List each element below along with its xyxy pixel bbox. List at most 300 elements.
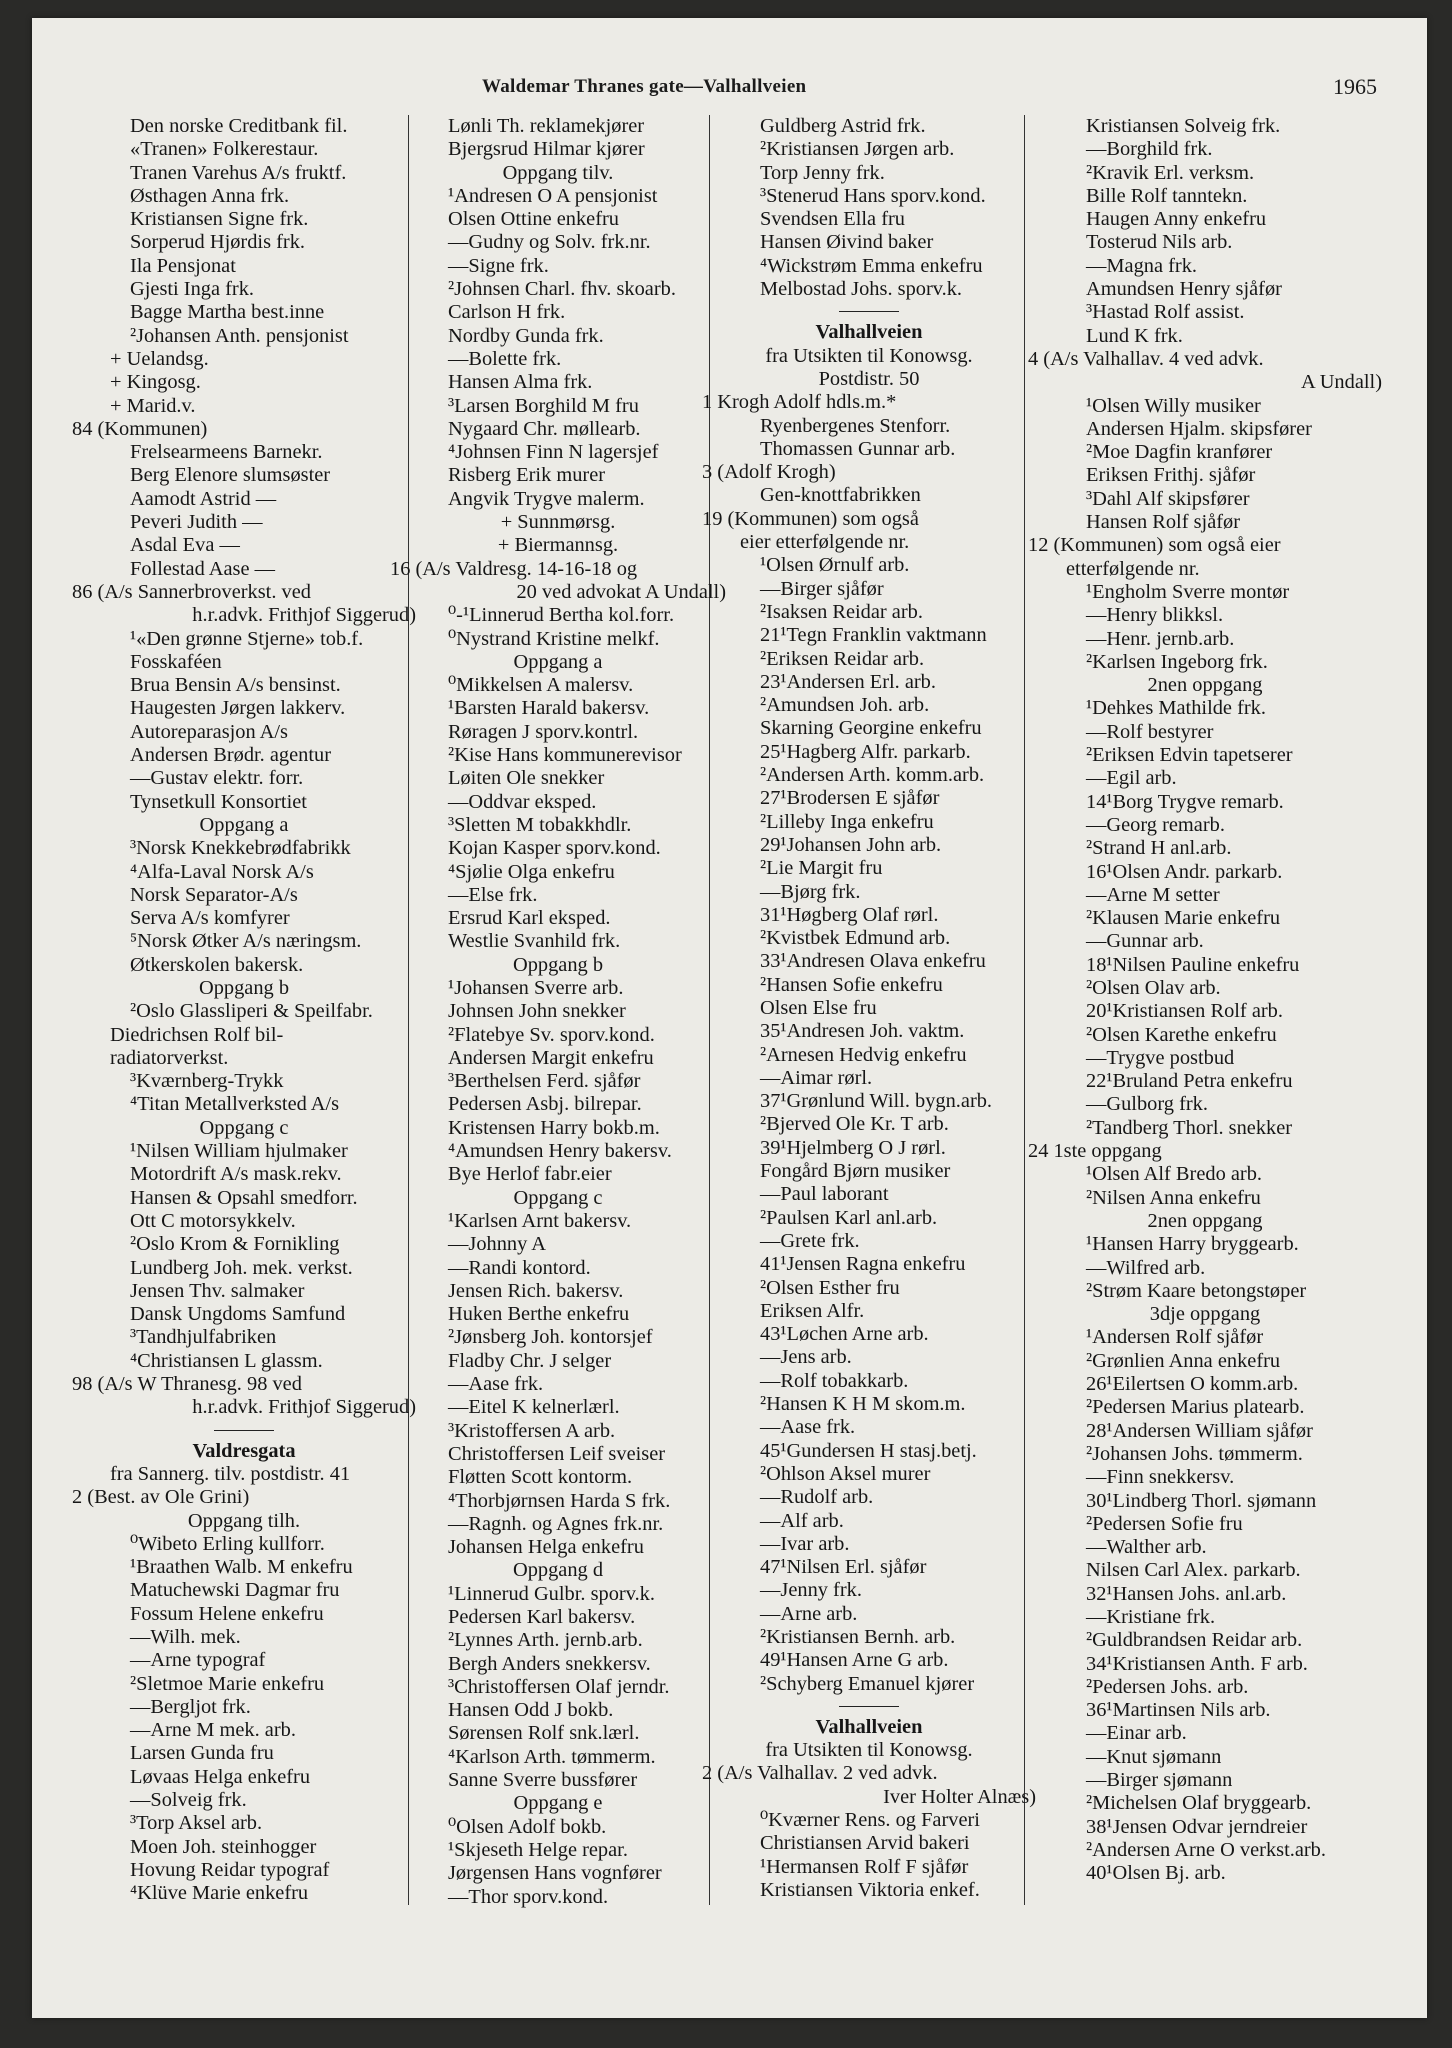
directory-entry: Westlie Svanhild frk. bbox=[448, 930, 621, 953]
directory-entry: ¹Nilsen William hjulmaker bbox=[130, 1140, 348, 1163]
directory-entry: Pedersen Asbj. bilrepar. bbox=[448, 1093, 642, 1116]
directory-entry: Valdresgata bbox=[192, 1439, 296, 1462]
directory-entry: etterfølgende nr. bbox=[1066, 557, 1200, 580]
directory-entry: ²Oslo Glassliperi & Speilfabr. bbox=[130, 1000, 373, 1023]
directory-entry: Risberg Erik murer bbox=[448, 464, 606, 487]
directory-entry: —Arne M setter bbox=[1086, 883, 1220, 906]
directory-entry: Oppgang c bbox=[199, 1116, 289, 1139]
directory-entry: 2 (Best. av Ole Grini) bbox=[72, 1486, 250, 1509]
directory-entry: 33¹Andresen Olava enkefru bbox=[760, 950, 986, 973]
directory-entry: 20 ved advokat A Undall) bbox=[516, 580, 726, 603]
directory-entry: Matuchewski Dagmar fru bbox=[130, 1579, 340, 1602]
directory-entry: ³Torp Aksel arb. bbox=[130, 1812, 263, 1835]
directory-entry: 31¹Høgberg Olaf rørl. bbox=[760, 903, 939, 926]
directory-entry: —Gudny og Solv. frk.nr. bbox=[448, 231, 651, 254]
directory-entry: 23¹Andersen Erl. arb. bbox=[760, 670, 936, 693]
directory-entry: ²Johansen Johs. tømmerm. bbox=[1086, 1442, 1303, 1465]
directory-entry: —Gustav elektr. forr. bbox=[130, 767, 304, 790]
page-number: 1965 bbox=[1333, 74, 1377, 99]
directory-entry: —Randi kontord. bbox=[448, 1256, 591, 1279]
directory-entry: —Birger sjømann bbox=[1086, 1769, 1233, 1792]
directory-entry: Fongård Bjørn musiker bbox=[760, 1160, 951, 1183]
directory-entry: Sorperud Hjørdis frk. bbox=[130, 231, 305, 254]
directory-entry: Fossum Helene enkefru bbox=[130, 1602, 324, 1625]
directory-entry: —Arne M mek. arb. bbox=[130, 1719, 296, 1742]
directory-entry: Peveri Judith — bbox=[130, 511, 263, 534]
directory-entry: Huken Berthe enkefru bbox=[448, 1303, 630, 1326]
directory-entry: Asdal Eva — bbox=[130, 534, 240, 557]
directory-entry: —Alf arb. bbox=[760, 1509, 844, 1532]
directory-entry: —Egil arb. bbox=[1086, 767, 1177, 790]
directory-entry: 38¹Jensen Odvar jerndreier bbox=[1086, 1815, 1308, 1838]
directory-entry: ²Bjerved Ole Kr. T arb. bbox=[760, 1113, 949, 1136]
directory-entry: ²Kristiansen Bernh. arb. bbox=[760, 1626, 956, 1648]
directory-entry: Guldberg Astrid frk. bbox=[760, 115, 926, 137]
directory-entry: ²Guldbrandsen Reidar arb. bbox=[1086, 1629, 1303, 1652]
directory-entry: ⁴Christiansen L glassm. bbox=[130, 1349, 323, 1372]
directory-entry: ²Kristiansen Jørgen arb. bbox=[760, 138, 955, 161]
directory-entry: —Bolette frk. bbox=[448, 347, 562, 370]
directory-entry: ³Sletten M tobakkhdlr. bbox=[448, 813, 632, 836]
directory-entry: ³Christoffersen Olaf jerndr. bbox=[448, 1675, 670, 1698]
directory-entry: —Bjørg frk. bbox=[760, 880, 861, 903]
directory-entry: —Ragnh. og Agnes frk.nr. bbox=[448, 1512, 664, 1535]
directory-entry: ²Jønsberg Joh. kontorsjef bbox=[448, 1326, 653, 1349]
directory-entry: ³Norsk Knekkebrødfabrikk bbox=[130, 837, 351, 860]
directory-entry: ¹«Den grønne Stjerne» tob.f. bbox=[130, 627, 364, 650]
directory-entry: Kristiansen Signe frk. bbox=[130, 208, 309, 231]
directory-entry: ²Olsen Esther fru bbox=[760, 1276, 900, 1299]
directory-entry: ²Kvistbek Edmund arb. bbox=[760, 927, 951, 950]
directory-entry: Postdistr. 50 bbox=[818, 367, 920, 390]
directory-entry: Aamodt Astrid — bbox=[130, 487, 277, 510]
directory-entry: ²Moe Dagfin kranfører bbox=[1086, 441, 1273, 464]
directory-entry: Valhallveien bbox=[815, 1715, 923, 1738]
directory-entry: Carlson H frk. bbox=[448, 301, 566, 324]
directory-entry: ¹Hansen Harry bryggearb. bbox=[1086, 1233, 1299, 1256]
directory-entry: Oppgang a bbox=[199, 813, 289, 836]
directory-entry: ³Kværnberg-Trykk bbox=[130, 1070, 284, 1093]
directory-entry: ¹Johansen Sverre arb. bbox=[448, 976, 624, 999]
directory-entry: —Aase frk. bbox=[448, 1373, 544, 1396]
directory-entry: ²Lynnes Arth. jernb.arb. bbox=[448, 1629, 643, 1652]
directory-entry: Nygaard Chr. møllearb. bbox=[448, 417, 641, 440]
directory-entry: Frelsearmeens Barnekr. bbox=[130, 441, 323, 464]
directory-entry: Oppgang b bbox=[512, 953, 604, 976]
directory-entry: ²Olsen Karethe enkefru bbox=[1086, 1023, 1277, 1046]
directory-entry: Hovung Reidar typograf bbox=[130, 1858, 330, 1881]
directory-entry: —Gunnar arb. bbox=[1086, 930, 1204, 953]
directory-entry: Bagge Martha best.inne bbox=[130, 301, 325, 324]
directory-entry: Christiansen Arvid bakeri bbox=[760, 1832, 970, 1855]
directory-entry: 37¹Grønlund Will. bygn.arb. bbox=[760, 1090, 993, 1113]
directory-entry: Thomassen Gunnar arb. bbox=[760, 437, 956, 460]
directory-entry: ²Karlsen Ingeborg frk. bbox=[1086, 650, 1268, 673]
directory-entry: Norsk Separator-A/s bbox=[130, 883, 298, 906]
directory-entry: ²Hansen Sofie enkefru bbox=[760, 973, 943, 996]
directory-entry: Gen-knottfabrikken bbox=[760, 484, 921, 507]
directory-entry: ²Sletmoe Marie enkefru bbox=[130, 1672, 325, 1695]
directory-entry: ¹Skjeseth Helge repar. bbox=[448, 1838, 628, 1861]
directory-entry: ⁴Sjølie Olga enkefru bbox=[448, 860, 615, 883]
directory-entry: ⁴Johnsen Finn N lagersjef bbox=[448, 441, 659, 464]
directory-entry: —Aimar rørl. bbox=[760, 1066, 873, 1089]
directory-entry: Haugen Anny enkefru bbox=[1086, 208, 1267, 231]
directory-entry: ²Strøm Kaare betongstøper bbox=[1086, 1279, 1307, 1302]
directory-entry: —Ivar arb. bbox=[760, 1532, 850, 1555]
directory-entry: ¹Barsten Harald bakersv. bbox=[448, 697, 650, 720]
directory-entry: —Jenny frk. bbox=[760, 1579, 862, 1602]
directory-entry: ²Kise Hans kommunerevisor bbox=[448, 744, 682, 767]
directory-entry: ⁰Olsen Adolf bokb. bbox=[448, 1815, 607, 1838]
directory-entry: ¹Dehkes Mathilde frk. bbox=[1086, 697, 1266, 720]
directory-entry: —Walther arb. bbox=[1086, 1536, 1207, 1559]
directory-entry: ⁴Klüve Marie enkefru bbox=[130, 1882, 309, 1905]
directory-entry: ²Johnsen Charl. fhv. skoarb. bbox=[448, 278, 676, 301]
directory-entry: Ryenbergenes Stenforr. bbox=[760, 414, 951, 437]
directory-entry: —Rudolf arb. bbox=[760, 1486, 874, 1509]
directory-entry: ²Michelsen Olaf bryggearb. bbox=[1086, 1792, 1312, 1815]
directory-entry: ⁵Norsk Øtker A/s næringsm. bbox=[130, 930, 362, 953]
page-header bbox=[32, 76, 1427, 108]
directory-entry: Johnsen John snekker bbox=[448, 1000, 626, 1023]
directory-entry: Tranen Varehus A/s fruktf. bbox=[130, 161, 347, 184]
directory-column-1 bbox=[72, 115, 416, 1906]
directory-entry: ²Isaksen Reidar arb. bbox=[760, 600, 923, 623]
directory-entry: Østhagen Anna frk. bbox=[130, 184, 290, 207]
directory-entry: Svendsen Ella fru bbox=[760, 208, 905, 231]
directory-entry: ¹Olsen Willy musiker bbox=[1086, 394, 1261, 417]
directory-entry: + Uelandsg. bbox=[110, 347, 209, 370]
directory-entry: 3dje oppgang bbox=[1149, 1303, 1261, 1326]
directory-entry: Pedersen Karl bakersv. bbox=[448, 1606, 636, 1628]
directory-entry: Angvik Trygve malerm. bbox=[448, 487, 645, 510]
directory-entry: —Grete frk. bbox=[760, 1229, 860, 1252]
directory-entry: ²Arnesen Hedvig enkefru bbox=[760, 1043, 967, 1066]
directory-entry: Iver Holter Alnæs) bbox=[883, 1785, 1036, 1808]
directory-entry: —Arne arb. bbox=[760, 1602, 858, 1625]
directory-entry: Fløtten Scott kontorm. bbox=[448, 1466, 633, 1489]
directory-entry: ²Paulsen Karl anl.arb. bbox=[760, 1206, 938, 1229]
directory-entry: Hansen Rolf sjåfør bbox=[1086, 511, 1241, 534]
directory-entry: ¹Linnerud Gulbr. sporv.k. bbox=[448, 1582, 655, 1605]
directory-entry: 27¹Brodersen E sjåfør bbox=[760, 787, 940, 810]
directory-entry: —Wilh. mek. bbox=[130, 1626, 241, 1648]
directory-entry: ³Hastad Rolf assist. bbox=[1086, 301, 1245, 324]
directory-entry: Johansen Helga enkefru bbox=[448, 1536, 644, 1559]
directory-entry: ²Flatebye Sv. sporv.kond. bbox=[448, 1023, 655, 1046]
directory-entry: eier etterfølgende nr. bbox=[740, 531, 910, 554]
directory-entry: Follestad Aase — bbox=[130, 557, 275, 580]
directory-entry: —Signe frk. bbox=[448, 254, 549, 277]
directory-entry: ¹Olsen Alf Bredo arb. bbox=[1086, 1163, 1262, 1186]
directory-entry: 2 (A/s Valhallav. 2 ved advk. bbox=[702, 1762, 938, 1785]
directory-entry: ³Larsen Borghild M fru bbox=[448, 394, 639, 417]
directory-entry: 1 Krogh Adolf hdls.m.* bbox=[702, 391, 897, 414]
directory-entry: Hansen & Opsahl smedforr. bbox=[130, 1186, 358, 1209]
directory-entry: ⁰-¹Linnerud Bertha kol.forr. bbox=[448, 604, 675, 627]
directory-entry: —Jens arb. bbox=[760, 1346, 852, 1369]
directory-entry: 22¹Bruland Petra enkefru bbox=[1086, 1070, 1293, 1093]
directory-entry: Lønli Th. reklamekjører bbox=[448, 115, 645, 137]
directory-entry: Kristiansen Solveig frk. bbox=[1086, 115, 1281, 137]
directory-page bbox=[32, 18, 1427, 2018]
directory-entry: —Rolf tobakkarb. bbox=[760, 1369, 909, 1392]
directory-entry: —Aase frk. bbox=[760, 1416, 856, 1439]
directory-entry: Ersrud Karl eksped. bbox=[448, 907, 611, 930]
directory-entry: A Undall) bbox=[1301, 371, 1382, 394]
directory-entry: ⁰Mikkelsen A malersv. bbox=[448, 674, 634, 697]
directory-entry: ³Tandhjulfabriken bbox=[130, 1326, 277, 1349]
directory-entry: —Birger sjåfør bbox=[760, 577, 884, 600]
directory-column-3 bbox=[702, 115, 1036, 1902]
directory-entry: —Knut sjømann bbox=[1086, 1745, 1222, 1768]
directory-entry: Tosterud Nils arb. bbox=[1086, 231, 1233, 254]
directory-entry: —Henry blikksl. bbox=[1086, 604, 1224, 627]
directory-entry: Gjesti Inga frk. bbox=[130, 278, 255, 301]
directory-entry: 35¹Andresen Joh. vaktm. bbox=[760, 1020, 965, 1043]
directory-entry: —Johnny A bbox=[448, 1233, 546, 1256]
directory-entry: Bille Rolf tanntekn. bbox=[1086, 184, 1248, 207]
directory-entry: Melbostad Johs. sporv.k. bbox=[760, 278, 963, 301]
directory-entry: 39¹Hjelmberg O J rørl. bbox=[760, 1136, 946, 1159]
directory-entry: Hansen Øivind baker bbox=[760, 231, 934, 254]
directory-entry: 29¹Johansen John arb. bbox=[760, 833, 942, 856]
directory-entry: Oppgang e bbox=[513, 1792, 603, 1815]
directory-entry: 28¹Andersen William sjåfør bbox=[1086, 1419, 1313, 1442]
directory-entry: 41¹Jensen Ragna enkefru bbox=[760, 1253, 966, 1276]
directory-entry: ⁴Thorbjørnsen Harda S frk. bbox=[448, 1489, 671, 1512]
directory-entry: —Georg remarb. bbox=[1086, 813, 1225, 836]
directory-entry: Andersen Hjalm. skipsfører bbox=[1086, 417, 1312, 440]
directory-entry: Hansen Odd J bokb. bbox=[448, 1699, 614, 1722]
directory-entry: —Bergljot frk. bbox=[130, 1695, 251, 1718]
directory-entry: ²Nilsen Anna enkefru bbox=[1086, 1186, 1261, 1209]
directory-entry: Dansk Ungdoms Samfund bbox=[130, 1303, 346, 1326]
directory-entry: ¹Andersen Rolf sjåfør bbox=[1086, 1326, 1264, 1349]
directory-entry: 16¹Olsen Andr. parkarb. bbox=[1086, 860, 1283, 883]
directory-entry: ²Grønlien Anna enkefru bbox=[1086, 1349, 1281, 1372]
directory-entry: ⁰Wibeto Erling kullforr. bbox=[130, 1532, 325, 1555]
directory-column-2 bbox=[390, 115, 726, 1909]
directory-entry: Lund K frk. bbox=[1086, 324, 1183, 347]
directory-entry: 21¹Tegn Franklin vaktmann bbox=[760, 624, 987, 647]
directory-entry: ²Eriksen Reidar arb. bbox=[760, 647, 925, 670]
directory-entry: ²Lilleby Inga enkefru bbox=[760, 810, 934, 833]
directory-entry: 20¹Kristiansen Rolf arb. bbox=[1086, 1000, 1283, 1023]
directory-entry: Oppgang b bbox=[198, 976, 290, 999]
directory-entry: Bjergsrud Hilmar kjører bbox=[448, 138, 645, 161]
directory-entry: 16 (A/s Valdresg. 14-16-18 og bbox=[390, 557, 638, 580]
directory-entry: Nilsen Carl Alex. parkarb. bbox=[1086, 1559, 1301, 1582]
directory-entry: Lundberg Joh. mek. verkst. bbox=[130, 1256, 353, 1279]
directory-entry: ²Tandberg Thorl. snekker bbox=[1086, 1116, 1293, 1139]
directory-entry: ²Pedersen Sofie fru bbox=[1086, 1512, 1243, 1535]
directory-entry: Bye Herlof fabr.eier bbox=[448, 1163, 612, 1186]
directory-entry: fra Sannerg. tilv. postdistr. 41 bbox=[110, 1462, 351, 1485]
directory-column-4 bbox=[1028, 115, 1382, 1886]
directory-entry: 3 (Adolf Krogh) bbox=[702, 461, 836, 484]
directory-entry: ⁴Titan Metallverksted A/s bbox=[130, 1093, 340, 1116]
directory-entry: Valhallveien bbox=[815, 321, 923, 344]
directory-entry: ²Olsen Olav arb. bbox=[1086, 976, 1221, 999]
directory-entry: 98 (A/s W Thranesg. 98 ved bbox=[72, 1373, 302, 1396]
directory-entry: —Magna frk. bbox=[1086, 254, 1197, 277]
directory-entry: Andersen Brødr. agentur bbox=[130, 744, 332, 767]
directory-entry: Jørgensen Hans vognfører bbox=[448, 1862, 662, 1885]
directory-entry: —Else frk. bbox=[448, 883, 538, 906]
directory-entry: Haugesten Jørgen lakkerv. bbox=[130, 697, 346, 720]
directory-entry: Skarning Georgine enkefru bbox=[760, 717, 982, 740]
directory-entry: Oppgang c bbox=[513, 1186, 603, 1209]
directory-entry: Sørensen Rolf snk.lærl. bbox=[448, 1722, 640, 1745]
directory-entry: —Thor sporv.kond. bbox=[448, 1885, 609, 1908]
directory-entry: Oppgang tilv. bbox=[502, 161, 614, 184]
directory-entry: ²Pedersen Marius platearb. bbox=[1086, 1396, 1305, 1419]
page-title: Waldemar Thranes gate—Valhallveien bbox=[482, 76, 807, 97]
directory-entry: Eriksen Frithj. sjåfør bbox=[1086, 464, 1256, 487]
directory-entry: h.r.advk. Frithjof Siggerud) bbox=[192, 1396, 416, 1419]
directory-entry: ³Kristoffersen A arb. bbox=[448, 1419, 616, 1442]
directory-entry: Olsen Ottine enkefru bbox=[448, 208, 620, 231]
directory-entry: ²Andersen Arne O verkst.arb. bbox=[1086, 1838, 1326, 1861]
directory-entry: + Sunnmørsg. bbox=[500, 511, 616, 534]
directory-entry: Christoffersen Leif sveiser bbox=[448, 1442, 666, 1465]
directory-entry: —Gulborg frk. bbox=[1086, 1093, 1208, 1116]
directory-entry: Eriksen Alfr. bbox=[760, 1299, 865, 1322]
directory-entry: Sanne Sverre bussfører bbox=[448, 1769, 638, 1792]
directory-entry: ²Andersen Arth. komm.arb. bbox=[760, 764, 985, 787]
directory-entry: ¹Olsen Ørnulf arb. bbox=[760, 554, 910, 577]
directory-entry: Serva A/s komfyrer bbox=[130, 907, 290, 930]
directory-entry: —Trygve postbud bbox=[1086, 1046, 1235, 1069]
directory-entry: Jensen Rich. bakersv. bbox=[448, 1279, 624, 1302]
directory-entry: 4 (A/s Valhallav. 4 ved advk. bbox=[1028, 347, 1264, 370]
directory-entry: ¹Engholm Sverre montør bbox=[1086, 580, 1290, 603]
directory-entry: —Kristiane frk. bbox=[1086, 1606, 1216, 1628]
directory-entry: ³Berthelsen Ferd. sjåfør bbox=[448, 1070, 641, 1093]
directory-entry: + Marid.v. bbox=[110, 394, 196, 417]
directory-entry: —Arne typograf bbox=[130, 1649, 266, 1672]
directory-entry: «Tranen» Folkerestaur. bbox=[130, 138, 319, 161]
directory-entry: ⁴Amundsen Henry bakersv. bbox=[448, 1140, 672, 1163]
directory-entry: ²Pedersen Johs. arb. bbox=[1086, 1675, 1249, 1698]
directory-entry: —Borghild frk. bbox=[1086, 138, 1213, 161]
directory-entry: —Eitel K kelnerlærl. bbox=[448, 1396, 620, 1419]
directory-entry: ²Schyberg Emanuel kjører bbox=[760, 1672, 975, 1695]
directory-entry: Brua Bensin A/s bensinst. bbox=[130, 674, 341, 697]
directory-entry: ²Strand H anl.arb. bbox=[1086, 837, 1232, 860]
directory-entry: Bergh Anders snekkersv. bbox=[448, 1652, 651, 1675]
directory-entry: Røragen J sporv.kontrl. bbox=[448, 720, 639, 743]
directory-entry: 14¹Borg Trygve remarb. bbox=[1086, 790, 1284, 813]
directory-entry: Kristiansen Viktoria enkef. bbox=[760, 1878, 980, 1901]
directory-entry: Oppgang tilh. bbox=[187, 1509, 301, 1532]
directory-entry: 30¹Lindberg Thorl. sjømann bbox=[1086, 1489, 1317, 1512]
directory-entry: ⁴Alfa-Laval Norsk A/s bbox=[130, 860, 314, 883]
directory-entry: ²Klausen Marie enkefru bbox=[1086, 907, 1281, 930]
directory-entry: 2nen oppgang bbox=[1147, 674, 1263, 697]
directory-entry: ²Ohlson Aksel murer bbox=[760, 1462, 931, 1485]
directory-entry: ²Lie Margit fru bbox=[760, 857, 883, 880]
directory-entry: —Paul laborant bbox=[760, 1183, 889, 1206]
directory-entry: —Henr. jernb.arb. bbox=[1086, 627, 1235, 650]
section-divider bbox=[214, 1430, 274, 1431]
directory-entry: ⁰Nystrand Kristine melkf. bbox=[448, 627, 660, 650]
directory-entry: ²Hansen K H M skom.m. bbox=[760, 1393, 966, 1416]
directory-entry: radiatorverkst. bbox=[110, 1046, 229, 1069]
directory-entry: ²Kravik Erl. verksm. bbox=[1086, 161, 1255, 184]
directory-entry: 18¹Nilsen Pauline enkefru bbox=[1086, 953, 1300, 976]
directory-entry: Andersen Margit enkefru bbox=[448, 1046, 654, 1069]
directory-entry: Kristensen Harry bokb.m. bbox=[448, 1116, 660, 1139]
directory-entry: 84 (Kommunen) bbox=[72, 417, 208, 440]
directory-entry: Motordrift A/s mask.rekv. bbox=[130, 1163, 342, 1186]
directory-entry: ²Amundsen Joh. arb. bbox=[760, 694, 930, 717]
directory-entry: Nordby Gunda frk. bbox=[448, 324, 604, 347]
directory-entry: Kojan Kasper sporv.kond. bbox=[448, 837, 661, 860]
directory-entry: Den norske Creditbank fil. bbox=[130, 115, 348, 137]
directory-entry: Larsen Gunda fru bbox=[130, 1742, 274, 1765]
section-divider bbox=[839, 311, 899, 312]
directory-entry: fra Utsikten til Konowsg. bbox=[765, 1739, 973, 1762]
directory-entry: ¹Hermansen Rolf F sjåfør bbox=[760, 1855, 969, 1878]
directory-entry: Diedrichsen Rolf bil- bbox=[110, 1023, 284, 1046]
directory-entry: Jensen Thv. salmaker bbox=[130, 1279, 305, 1302]
directory-entry: Øtkerskolen bakersk. bbox=[130, 953, 304, 976]
directory-entry: Løiten Ole snekker bbox=[448, 767, 605, 790]
directory-entry: Løvaas Helga enkefru bbox=[130, 1765, 311, 1788]
directory-entry: + Biermannsg. bbox=[497, 534, 619, 557]
directory-entry: 43¹Løchen Arne arb. bbox=[760, 1323, 929, 1346]
directory-entry: Amundsen Henry sjåfør bbox=[1086, 278, 1282, 301]
directory-entry: ¹Karlsen Arnt bakersv. bbox=[448, 1209, 632, 1232]
directory-entry: Ila Pensjonat bbox=[130, 254, 236, 277]
directory-entry: h.r.advk. Frithjof Siggerud) bbox=[192, 604, 416, 627]
directory-entry: fra Utsikten til Konowsg. bbox=[765, 344, 973, 367]
directory-entry: —Oddvar eksped. bbox=[448, 790, 597, 813]
directory-entry: 40¹Olsen Bj. arb. bbox=[1086, 1862, 1226, 1885]
directory-entry: —Wilfred arb. bbox=[1086, 1256, 1206, 1279]
directory-entry: ¹Andresen O A pensjonist bbox=[448, 184, 658, 207]
directory-entry: 24 1ste oppgang bbox=[1028, 1140, 1162, 1163]
directory-entry: 86 (A/s Sannerbroverkst. ved bbox=[72, 580, 311, 603]
directory-entry: —Solveig frk. bbox=[130, 1789, 247, 1812]
directory-entry: Hansen Alma frk. bbox=[448, 371, 593, 394]
directory-entry: 12 (Kommunen) som også eier bbox=[1028, 534, 1281, 557]
directory-entry: ³Stenerud Hans sporv.kond. bbox=[760, 184, 986, 207]
directory-entry: ¹Braathen Walb. M enkefru bbox=[130, 1556, 353, 1579]
directory-entry: Berg Elenore slumsøster bbox=[130, 464, 331, 487]
directory-entry: Fosskaféen bbox=[130, 650, 222, 673]
directory-entry: 45¹Gundersen H stasj.betj. bbox=[760, 1439, 977, 1462]
directory-entry: 25¹Hagberg Alfr. parkarb. bbox=[760, 740, 971, 763]
directory-entry: ⁴Wickstrøm Emma enkefru bbox=[760, 254, 983, 277]
directory-entry: Torp Jenny frk. bbox=[760, 161, 885, 184]
directory-entry: Tynsetkull Konsortiet bbox=[130, 790, 307, 813]
directory-entry: Moen Joh. steinhogger bbox=[130, 1835, 317, 1858]
directory-entry: 19 (Kommunen) som også bbox=[702, 507, 919, 530]
directory-entry: ⁴Karlson Arth. tømmerm. bbox=[448, 1745, 656, 1768]
directory-entry: 26¹Eilertsen O komm.arb. bbox=[1086, 1373, 1299, 1396]
directory-entry: ²Johansen Anth. pensjonist bbox=[130, 324, 349, 347]
directory-entry: 47¹Nilsen Erl. sjåfør bbox=[760, 1556, 927, 1579]
directory-entry: Fladby Chr. J selger bbox=[448, 1349, 612, 1372]
directory-entry: —Rolf bestyrer bbox=[1086, 720, 1214, 743]
directory-entry: 49¹Hansen Arne G arb. bbox=[760, 1649, 949, 1672]
directory-entry: 34¹Kristiansen Anth. F arb. bbox=[1086, 1652, 1308, 1675]
directory-entry: 2nen oppgang bbox=[1147, 1209, 1263, 1232]
